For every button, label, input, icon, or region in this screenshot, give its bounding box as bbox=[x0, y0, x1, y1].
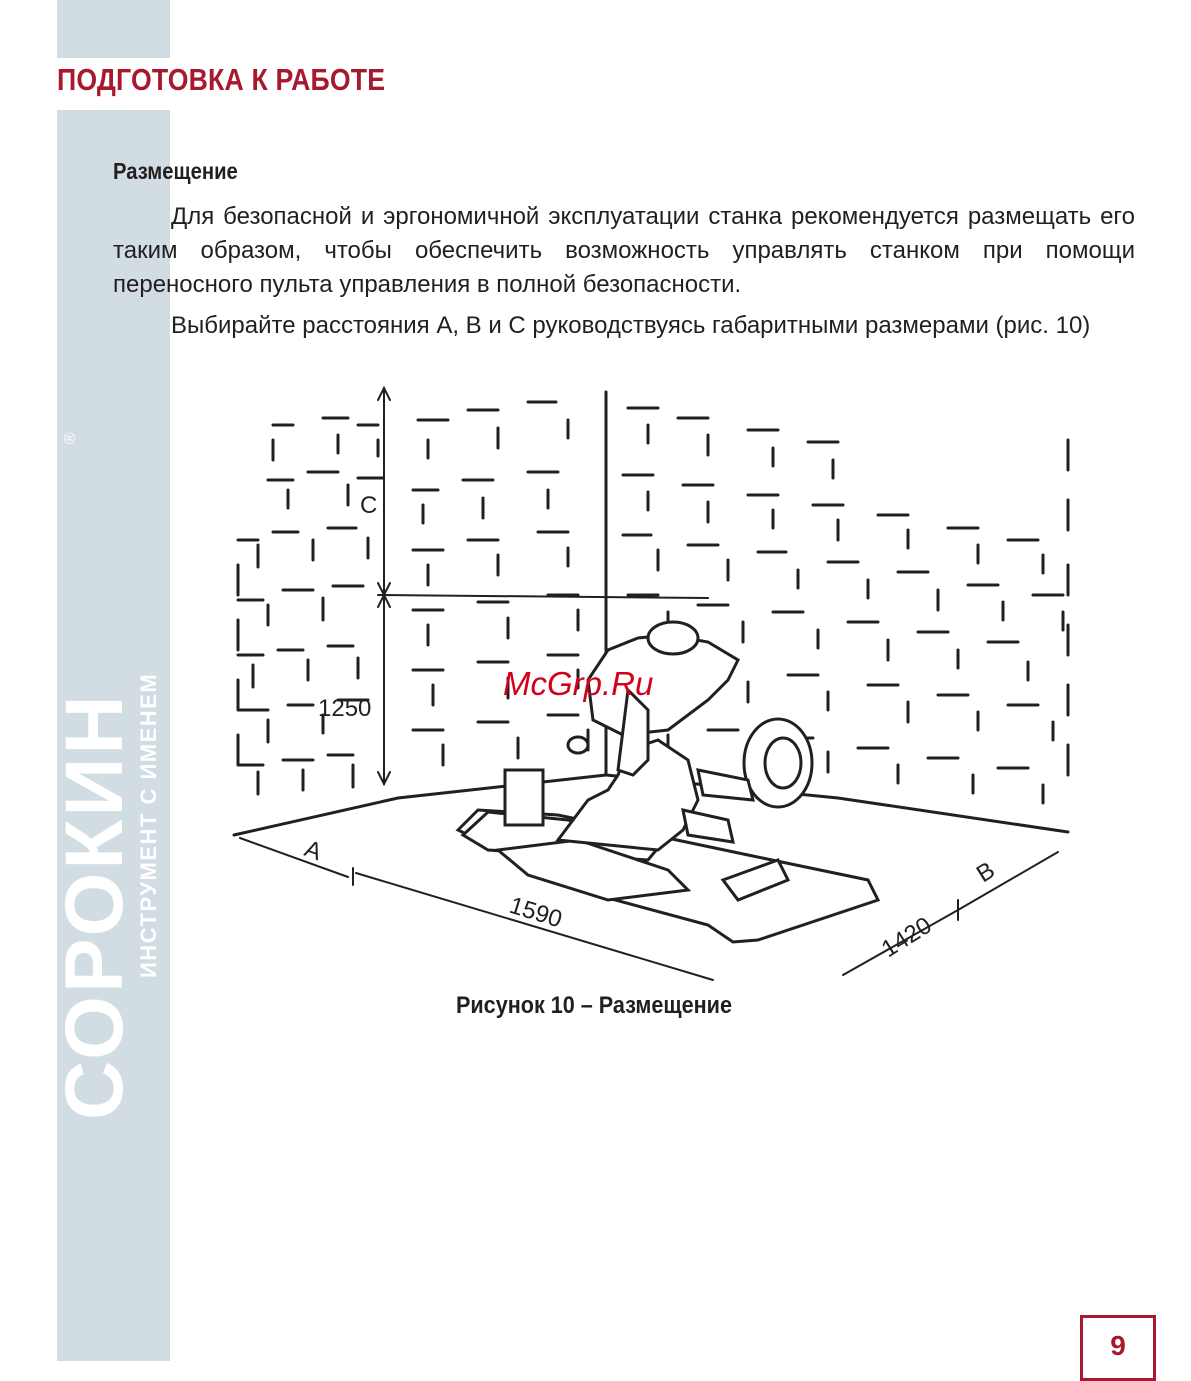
right-wall-bricks bbox=[413, 402, 1068, 803]
brand-tagline: ИНСТРУМЕНТ С ИМЕНЕМ bbox=[136, 672, 161, 978]
page-number-box bbox=[1080, 1315, 1156, 1381]
left-wall-bricks bbox=[238, 418, 383, 794]
registered-mark: ® bbox=[62, 432, 79, 444]
figure-placement-diagram bbox=[228, 380, 1088, 990]
brand-logo bbox=[49, 432, 174, 1120]
label-a: A bbox=[300, 835, 326, 867]
label-height-1250: 1250 bbox=[318, 695, 372, 722]
label-c: C bbox=[360, 492, 378, 519]
brand-name: СОРОКИН bbox=[49, 692, 140, 1120]
page-number: 9 bbox=[1110, 1330, 1126, 1361]
subheading: Размещение bbox=[113, 158, 238, 184]
figure-caption: Рисунок 10 – Размещение bbox=[456, 992, 732, 1019]
paragraph-distances: Выбирайте расстояния А, В и С руководствуясь габаритными размерами (рис. 10) bbox=[171, 312, 1091, 339]
placement-diagram bbox=[228, 380, 1088, 990]
paragraph-placement: Для безопасной и эргономичной эксплуатации станка рекомендуется размещать его таким образом, чтобы обеспечить возможность управлять станком при помощи переносного пульта управления в полной безопасности. bbox=[113, 203, 1135, 298]
section-title: ПОДГОТОВКА К РАБОТЕ bbox=[57, 62, 386, 97]
label-width-1420: 1420 bbox=[876, 911, 937, 964]
label-b: B bbox=[971, 856, 1000, 889]
label-length-1590: 1590 bbox=[506, 891, 566, 934]
watermark: McGrp.Ru bbox=[503, 665, 654, 702]
